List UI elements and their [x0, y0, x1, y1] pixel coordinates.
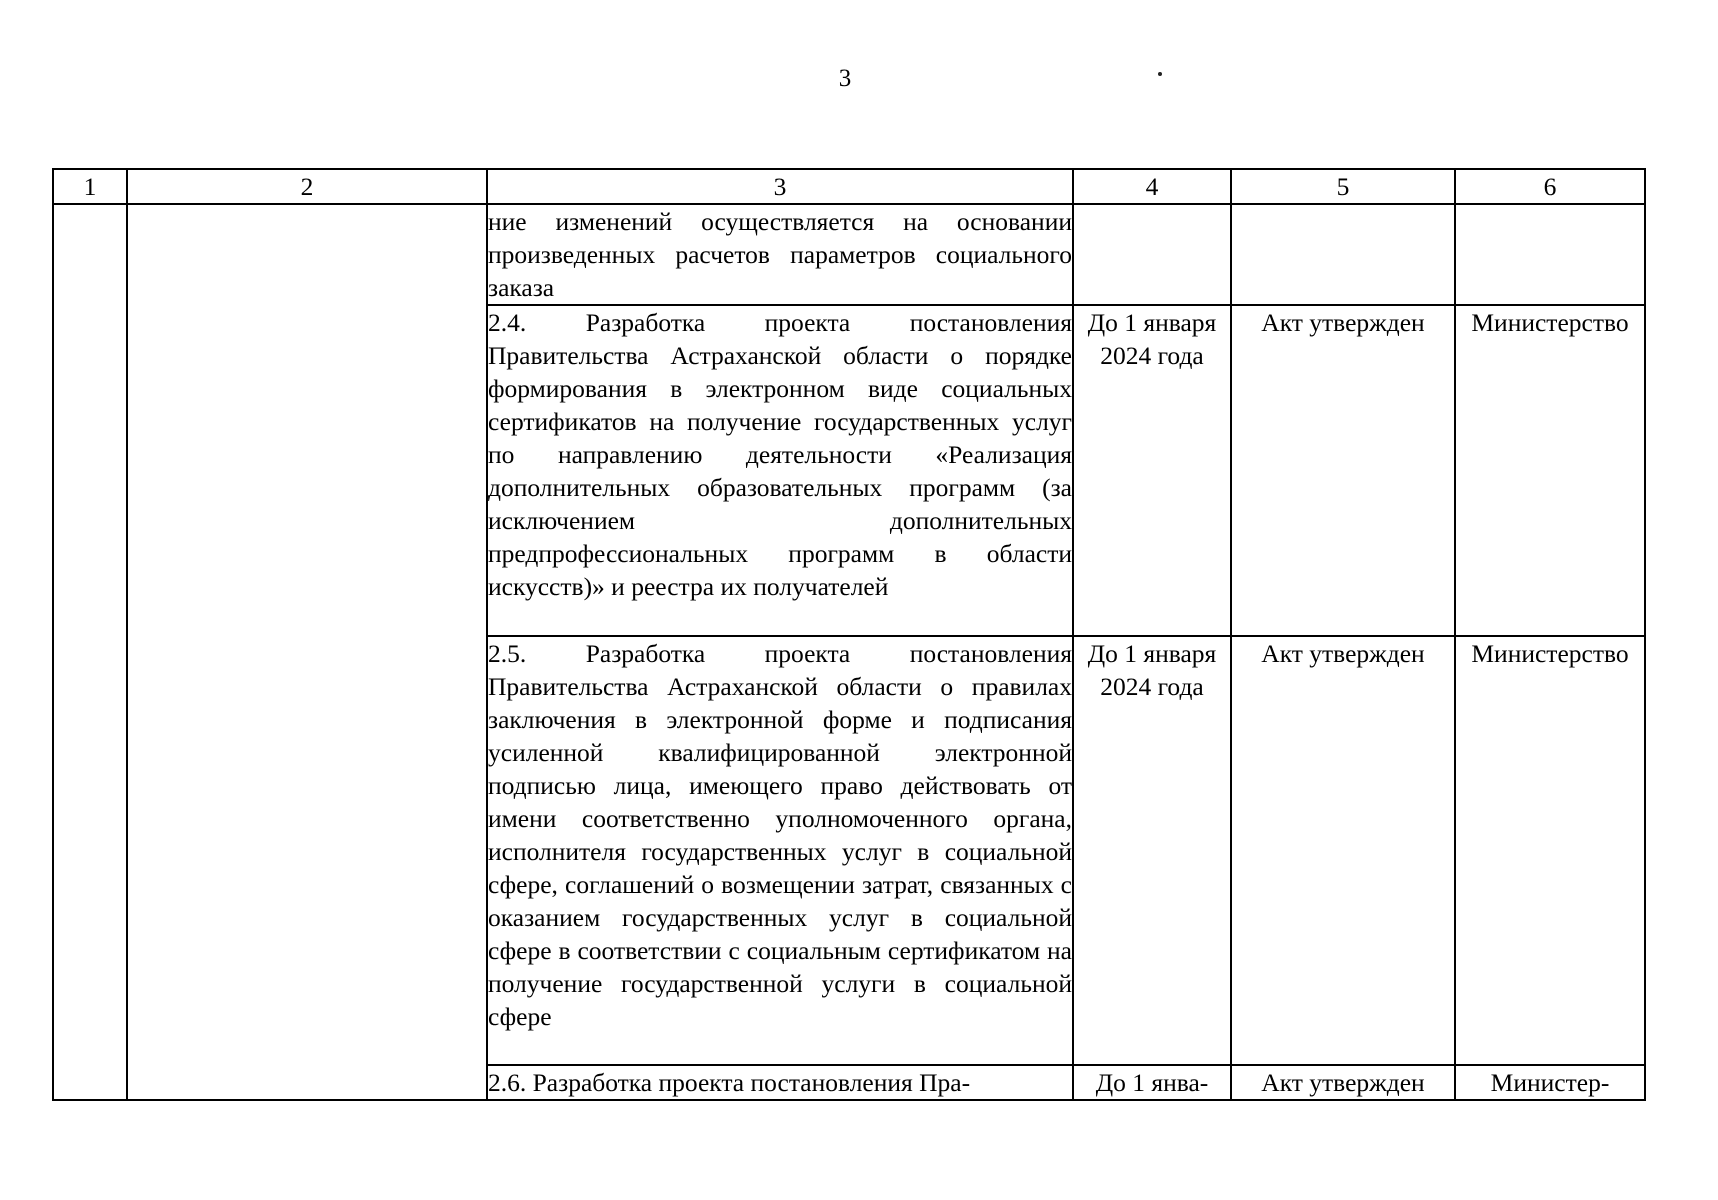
responsible-text: Министер-: [1490, 1068, 1610, 1097]
measure-text: 2.5. Разработка проекта постановления Правительства Астраханской области о правилах заключения в электронной форме и подписания усиленной квалифицированной электронной подписью лица, имеющего право действовать от имени соответственно уполномоченного органа, исполнителя государственных услуг в социальной сфере, соглашений о возмещении затрат, связанных с оказанием государственных услуг в социальной сфере в соответствии с социальным сертификатом на получение государственной услуги в социальной сфере: [488, 639, 1072, 1031]
cell-measure: [487, 305, 1073, 636]
cell-responsible: Министерство: [1455, 636, 1645, 1065]
page-number: 3: [838, 65, 852, 92]
cell-deadline: До 1 января 2024 года: [1073, 636, 1231, 1065]
cell-result: Акт утвержден: [1231, 305, 1455, 636]
header-col-5: 5: [1231, 169, 1455, 204]
header-col-4: 4: [1073, 169, 1231, 204]
header-col-3: 3: [487, 169, 1073, 204]
cell-responsible: Министерство: [1455, 305, 1645, 636]
table-row: [53, 204, 1645, 305]
cell-col-2: [127, 204, 487, 1100]
cell-deadline: До 1 января 2024 года: [1073, 305, 1231, 636]
cell-result: [1231, 1065, 1455, 1100]
cell-deadline: [1073, 204, 1231, 305]
result-text: Акт утвержден: [1261, 1068, 1425, 1097]
cell-deadline: [1073, 1065, 1231, 1100]
measure-text: 2.4. Разработка проекта постановления Правительства Астраханской области о порядке формирования в электронном виде социальных сертификатов на получение государственных услуг по направлению деятельности «Реализация дополнительных образовательных программ (за исключением дополнительных предпрофессиональных программ в области искусств)» и реестра их получателей: [488, 308, 1072, 601]
cell-measure: [487, 204, 1073, 305]
header-col-2: 2: [127, 169, 487, 204]
cell-measure: [487, 636, 1073, 1065]
cell-measure: [487, 1065, 1073, 1100]
scan-speck: [1158, 72, 1162, 76]
header-col-6: 6: [1455, 169, 1645, 204]
measure-text: ние изменений осуществляется на основании произведенных расчетов параметров социального заказа: [488, 207, 1072, 302]
deadline-text: До 1 янва-: [1095, 1068, 1209, 1097]
cell-result: Акт утвержден: [1231, 636, 1455, 1065]
cell-col-1: [53, 204, 127, 1100]
table-header-row: [53, 169, 1645, 204]
cell-responsible: [1455, 1065, 1645, 1100]
header-col-1: 1: [53, 169, 127, 204]
cell-responsible: [1455, 204, 1645, 305]
measure-text: 2.6. Разработка проекта постановления Пра-: [488, 1068, 971, 1097]
cell-result: [1231, 204, 1455, 305]
plan-table: [52, 168, 1646, 1101]
